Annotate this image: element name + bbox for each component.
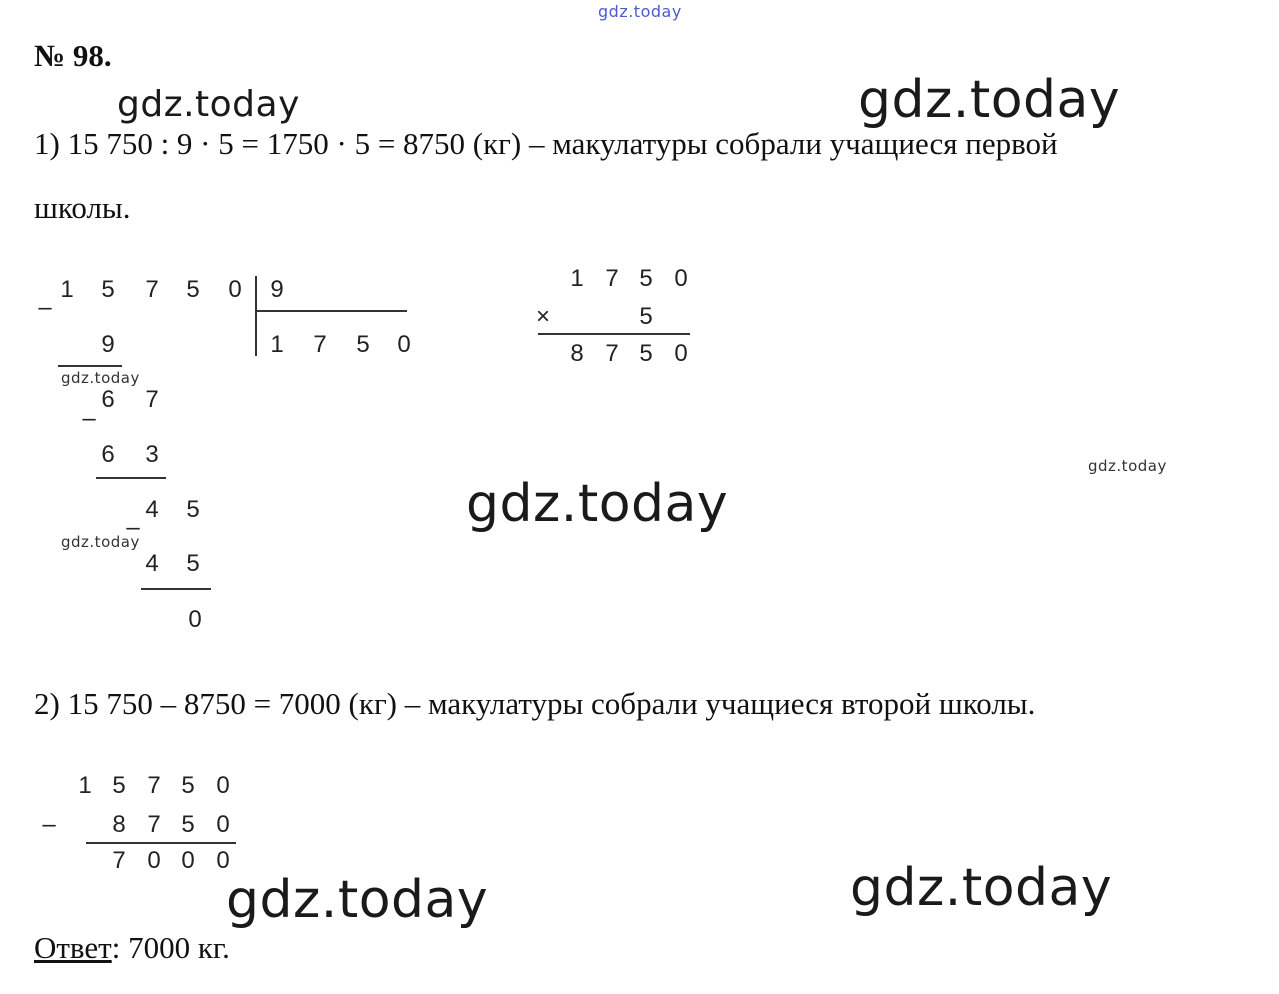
minuend-digit: 5 — [112, 772, 126, 799]
division-bracket — [255, 276, 257, 356]
factor-digit: 0 — [674, 265, 688, 292]
watermark: gdz.today — [858, 70, 1121, 130]
quotient-digit: 7 — [313, 331, 327, 358]
division-bracket-line — [255, 310, 407, 312]
dividend-digit: 5 — [101, 276, 115, 303]
dividend-digit: 1 — [60, 276, 74, 303]
watermark: gdz.today — [850, 858, 1113, 918]
watermark: gdz.today — [226, 870, 489, 930]
quotient-digit: 1 — [270, 331, 284, 358]
minus-sign: – — [42, 811, 56, 838]
division-rule — [141, 588, 211, 590]
remainder-digit: 7 — [145, 386, 159, 413]
dividend-digit: 5 — [186, 276, 200, 303]
watermark: gdz.today — [1088, 457, 1167, 475]
difference-digit: 7 — [112, 847, 126, 874]
subtrahend-digit: 0 — [216, 811, 230, 838]
dividend-digit: 7 — [145, 276, 159, 303]
answer-text: : 7000 кг. — [111, 930, 230, 965]
watermark: gdz.today — [117, 84, 300, 125]
quotient-digit: 5 — [356, 331, 370, 358]
factor-digit: 7 — [605, 265, 619, 292]
subtrahend-digit: 7 — [147, 811, 161, 838]
subtrahend-digit: 5 — [181, 811, 195, 838]
multiplication-rule — [538, 333, 690, 335]
difference-digit: 0 — [216, 847, 230, 874]
subtrahend-digit: 6 — [101, 441, 115, 468]
minus-sign: – — [126, 514, 140, 541]
division-rule — [96, 477, 166, 479]
difference-digit: 0 — [147, 847, 161, 874]
factor-digit: 1 — [570, 265, 584, 292]
subtrahend-digit: 5 — [186, 550, 200, 577]
watermark: gdz.today — [466, 474, 729, 534]
difference-digit: 0 — [181, 847, 195, 874]
subtrahend-digit: 4 — [145, 550, 159, 577]
minuend-digit: 5 — [181, 772, 195, 799]
product-digit: 8 — [570, 340, 584, 367]
product-digit: 5 — [639, 340, 653, 367]
step1-line2: школы. — [34, 190, 131, 225]
quotient-digit: 0 — [397, 331, 411, 358]
remainder-digit: 5 — [186, 496, 200, 523]
product-digit: 7 — [605, 340, 619, 367]
watermark-top: gdz.today — [598, 2, 682, 21]
minuend-digit: 7 — [147, 772, 161, 799]
step1-line1: 1) 15 750 : 9 · 5 = 1750 · 5 = 8750 (кг) – макулатуры собрали учащиеся первой — [34, 126, 1058, 161]
problem-number: № 98. — [34, 38, 112, 73]
subtrahend-digit: 8 — [112, 811, 126, 838]
remainder-digit: 4 — [145, 496, 159, 523]
answer-label: Ответ — [34, 930, 112, 965]
factor-digit: 5 — [639, 265, 653, 292]
multiply-sign: × — [535, 303, 550, 330]
minus-sign: – — [82, 405, 96, 432]
subtrahend-digit: 3 — [145, 441, 159, 468]
final-remainder: 0 — [188, 606, 202, 633]
minuend-digit: 0 — [216, 772, 230, 799]
dividend-digit: 0 — [228, 276, 242, 303]
answer — [34, 930, 230, 966]
divisor: 9 — [270, 276, 284, 303]
watermark: gdz.today — [61, 533, 140, 551]
watermark: gdz.today — [61, 369, 140, 387]
subtrahend: 9 — [101, 331, 115, 358]
minuend-digit: 1 — [78, 772, 92, 799]
subtraction-rule — [86, 842, 236, 844]
product-digit: 0 — [674, 340, 688, 367]
multiplier: 5 — [639, 303, 653, 330]
minus-sign: – — [38, 294, 52, 321]
division-rule — [58, 365, 122, 367]
remainder-digit: 6 — [101, 386, 115, 413]
step2-line: 2) 15 750 – 8750 = 7000 (кг) – макулатуры собрали учащиеся второй школы. — [34, 686, 1036, 721]
